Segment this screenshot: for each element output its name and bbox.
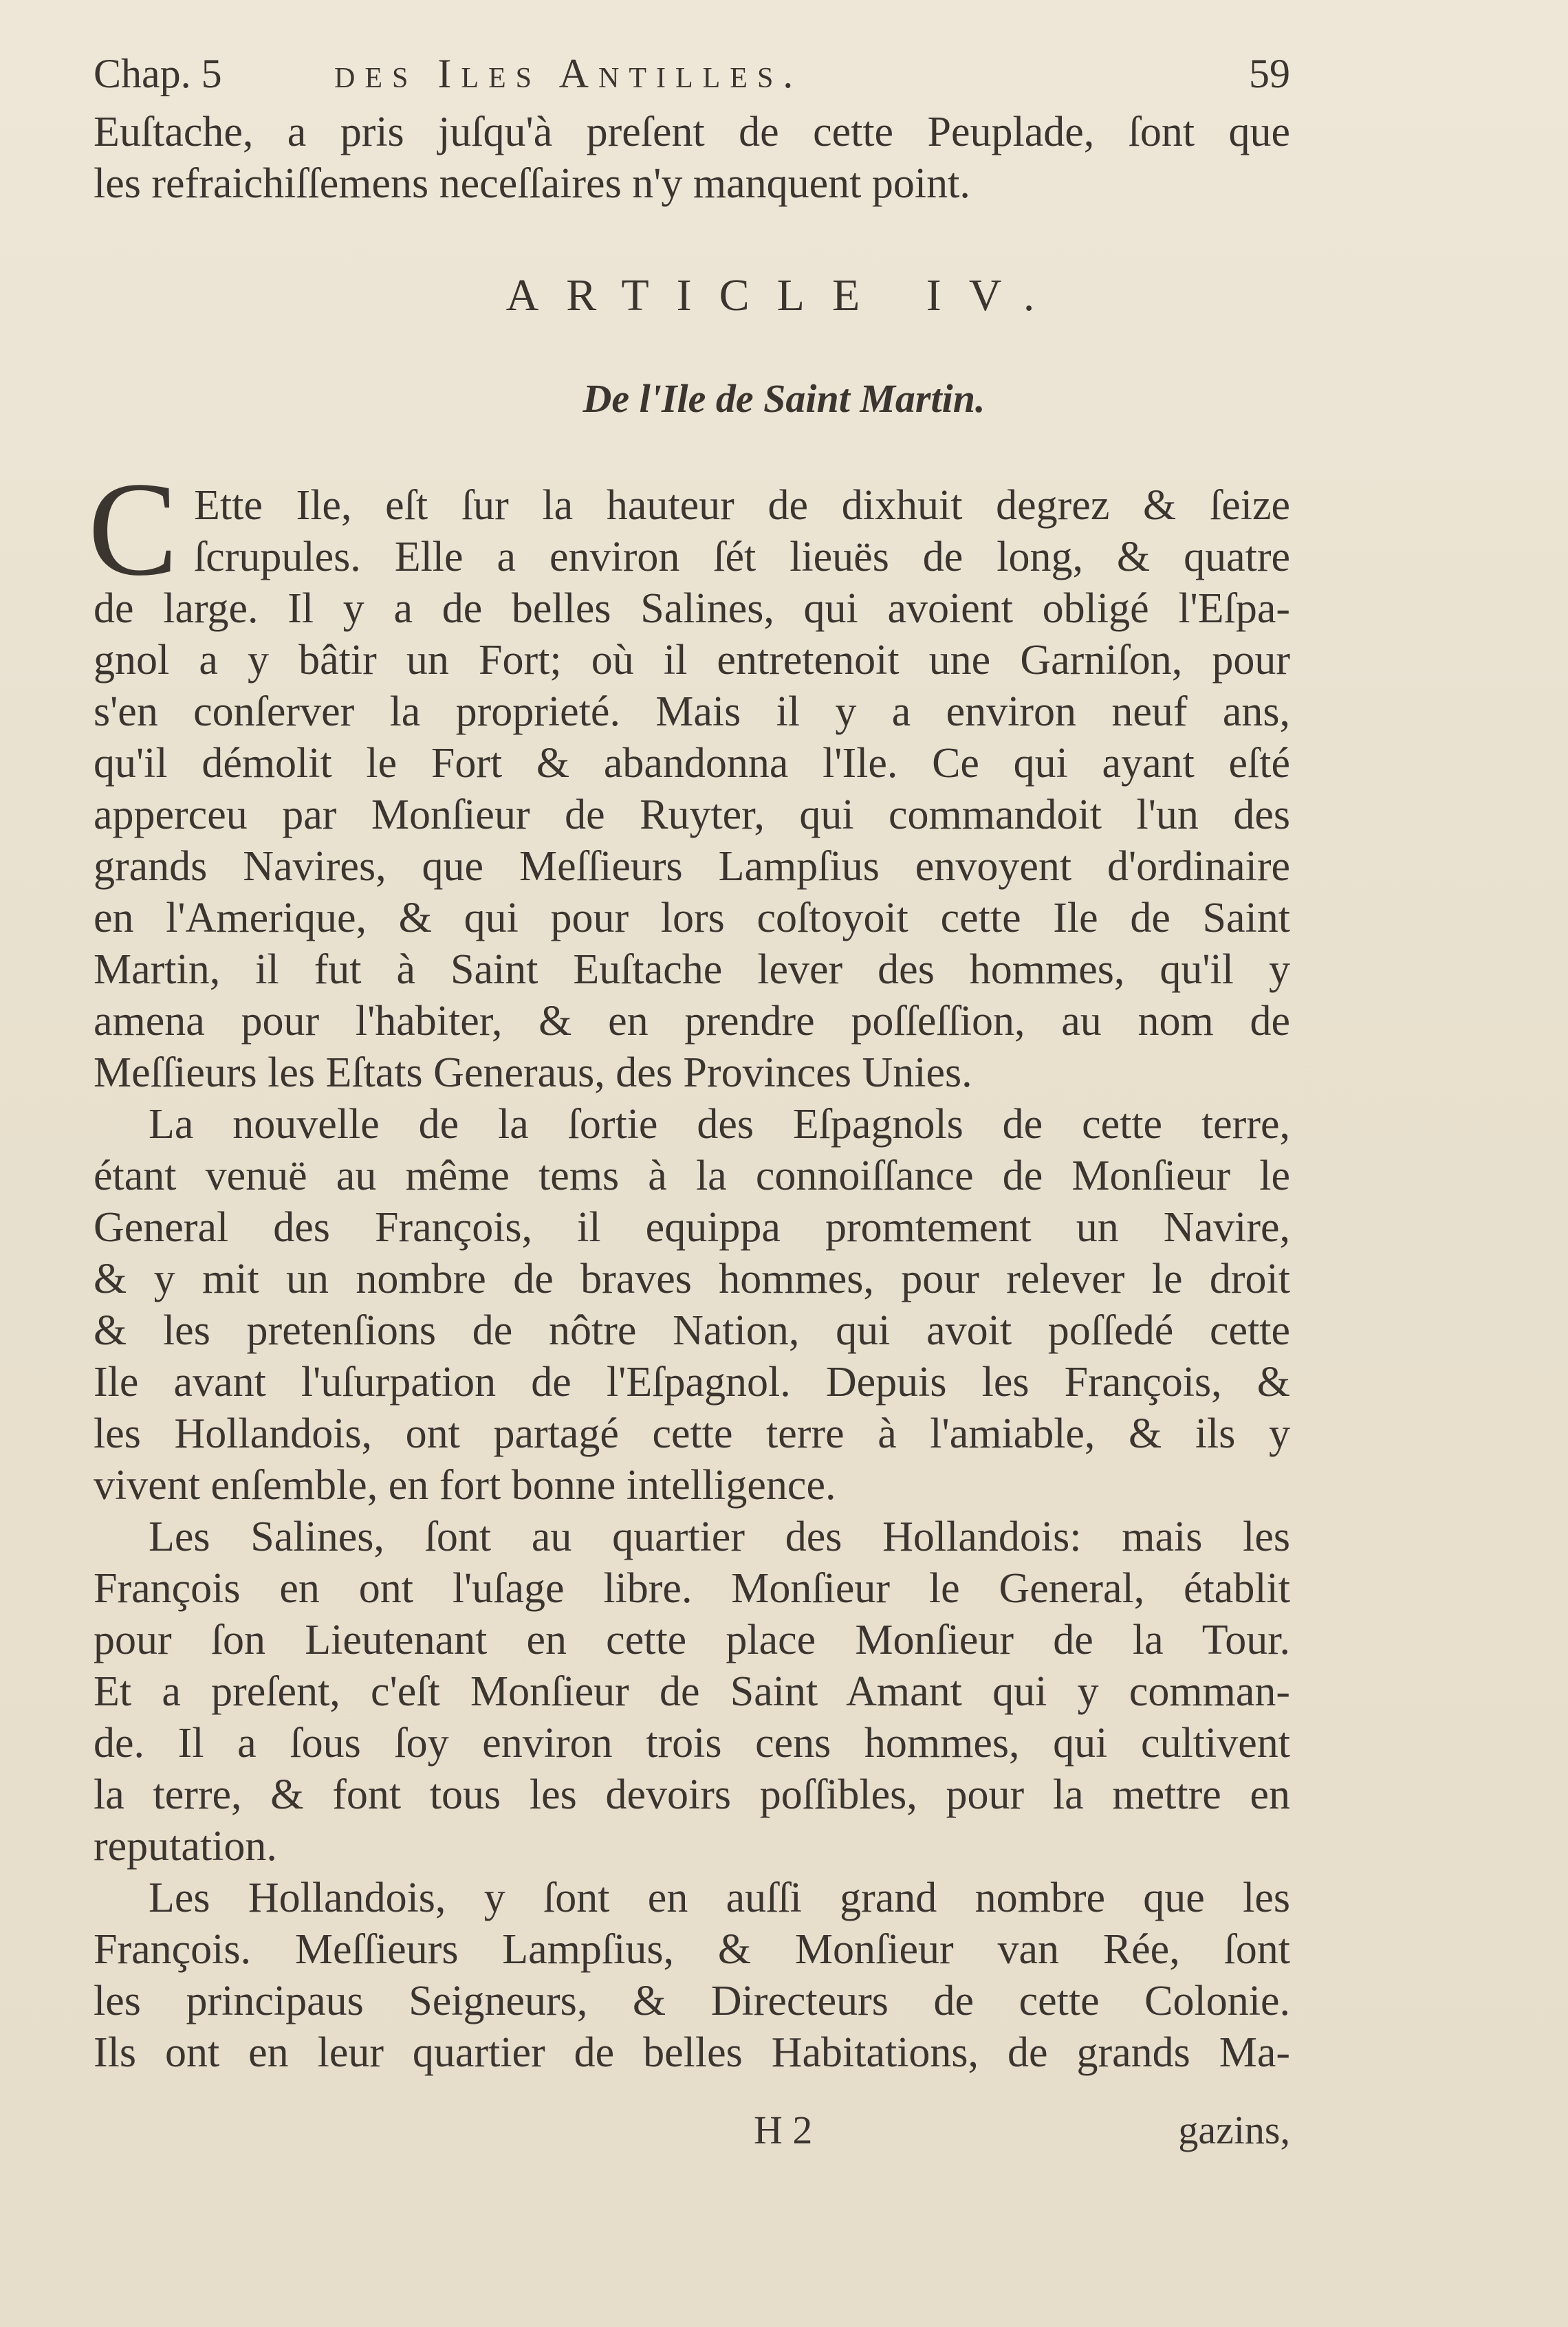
continued-text xyxy=(94,107,1290,210)
article-heading: ARTICLE IV. xyxy=(505,270,1063,320)
text-line: Euſtache, a pris juſqu'à preſent de cette Peuplade, ſont que xyxy=(94,109,1290,155)
text-line: de. Il a ſous ſoy environ trois cens hommes, qui cultivent xyxy=(94,1720,1290,1767)
chapter-label: Chap. 5 xyxy=(94,51,222,96)
text-line: gnol a y bâtir un Fort; où il entretenoit une Garniſon, pour xyxy=(94,637,1290,684)
text-line: pour ſon Lieutenant en cette place Monſieur de la Tour. xyxy=(94,1617,1290,1663)
text-line: & y mit un nombre de braves hommes, pour relever le droit xyxy=(94,1256,1290,1302)
text-line: La nouvelle de la ſortie des Eſpagnols de cette terre, xyxy=(149,1101,1290,1148)
text-line: Ile avant l'uſurpation de l'Eſpagnol. Depuis les François, & xyxy=(94,1359,1290,1406)
signature-mark: H 2 xyxy=(754,2108,813,2152)
text-line: la terre, & font tous les devoirs poſſibles, pour la mettre en xyxy=(94,1771,1290,1818)
text-line: reputation. xyxy=(94,1823,277,1870)
catchword: gazins, xyxy=(1178,2108,1290,2152)
text-line: General des François, il equippa promtement un Navire, xyxy=(94,1204,1290,1251)
paragraph-4 xyxy=(94,1872,1290,2079)
text-line: Martin, il fut à Saint Euſtache lever des hommes, qu'il y xyxy=(94,946,1290,993)
text-line: Les Hollandois, y ſont en auſſi grand nombre que les xyxy=(149,1875,1290,1921)
text-line: François. Meſſieurs Lampſius, & Monſieur van Rée, ſont xyxy=(94,1926,1290,1973)
text-line: les principaus Seigneurs, & Directeurs de cette Colonie. xyxy=(94,1978,1290,2024)
text-line: Ette Ile, eſt ſur la hauteur de dixhuit degrez & ſeize xyxy=(194,482,1290,529)
text-line: qu'il démolit le Fort & abandonna l'Ile. Ce qui ayant eſté xyxy=(94,740,1290,787)
text-line: & les pretenſions de nôtre Nation, qui avoit poſſedé cette xyxy=(94,1307,1290,1354)
text-line: grands Navires, que Meſſieurs Lampſius envoyent d'ordinaire xyxy=(94,843,1290,890)
text-line: s'en conſerver la proprieté. Mais il y a environ neuf ans, xyxy=(94,688,1290,735)
page-number: 59 xyxy=(1249,51,1290,96)
article-subtitle: De l'Ile de Saint Martin. xyxy=(582,376,986,421)
text-line: Et a preſent, c'eſt Monſieur de Saint Amant qui y comman- xyxy=(94,1668,1290,1715)
text-line: apperceu par Monſieur de Ruyter, qui commandoit l'un des xyxy=(94,791,1290,838)
text-line: François en ont l'uſage libre. Monſieur le General, établit xyxy=(94,1565,1290,1612)
text-line: les refraichiſſemens neceſſaires n'y manquent point. xyxy=(94,160,970,207)
paragraph-1 xyxy=(94,480,1290,1099)
running-head xyxy=(94,43,1290,105)
running-title: des Iles Antilles. xyxy=(334,51,803,96)
paragraph-2 xyxy=(94,1099,1290,1511)
text-line: en l'Amerique, & qui pour lors coſtoyoit cette Ile de Saint xyxy=(94,895,1290,941)
text-line: Ils ont en leur quartier de belles Habitations, de grands Ma- xyxy=(94,2029,1290,2076)
page-footer xyxy=(94,2103,1290,2158)
text-line: Les Salines, ſont au quartier des Hollandois: mais les xyxy=(149,1514,1290,1560)
text-line: étant venuë au même tems à la connoiſſance de Monſieur le xyxy=(94,1152,1290,1199)
text-line: amena pour l'habiter, & en prendre poſſeſſion, au nom de xyxy=(94,998,1290,1045)
text-line: Meſſieurs les Eſtats Generaus, des Provinces Unies. xyxy=(94,1049,972,1096)
drop-capital: C xyxy=(88,455,178,604)
text-line: vivent enſemble, en fort bonne intelligence. xyxy=(94,1462,836,1509)
paragraph-3 xyxy=(94,1511,1290,1872)
text-line: de large. Il y a de belles Salines, qui avoient obligé l'Eſpa- xyxy=(94,585,1290,632)
text-line: les Hollandois, ont partagé cette terre à l'amiable, & ils y xyxy=(94,1410,1290,1457)
text-line: ſcrupules. Elle a environ ſét lieuës de long, & quatre xyxy=(194,534,1290,580)
